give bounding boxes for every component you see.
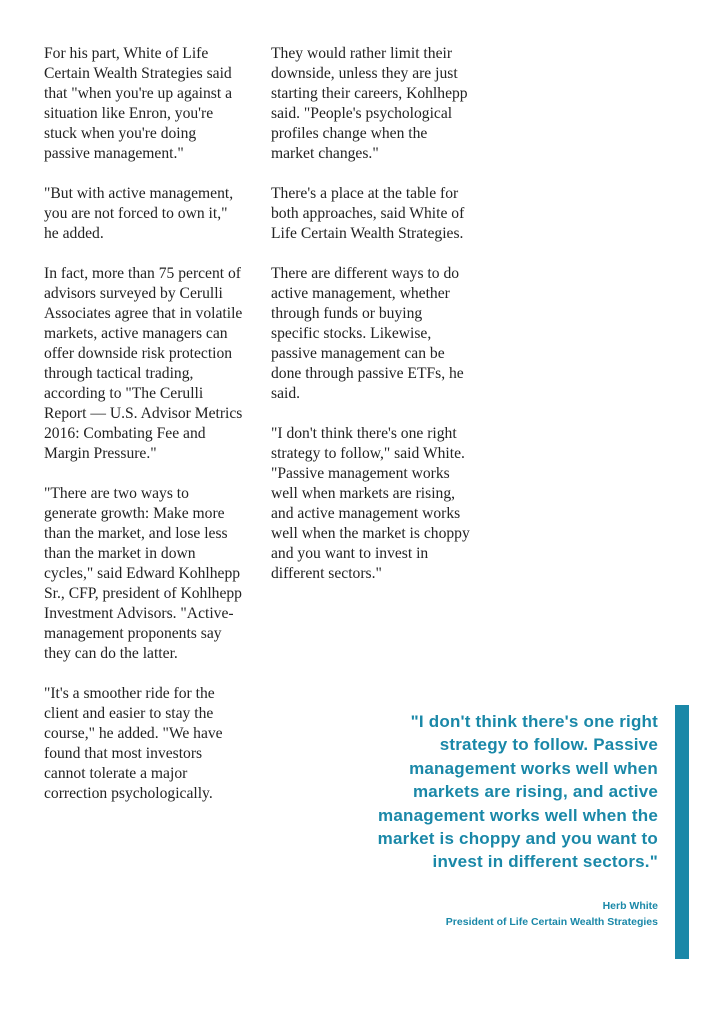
paragraph: "I don't think there's one right strategy to follow," said White. "Passive management works well when markets are rising, and active management works well when the market is choppy and you want to invest in different sectors."	[271, 425, 470, 582]
pull-quote	[360, 710, 658, 930]
article-column-left	[44, 44, 244, 824]
article-column-right	[271, 44, 471, 604]
pull-quote-attribution-title: President of Life Certain Wealth Strategies	[445, 915, 658, 928]
paragraph: "But with active management, you are not forced to own it," he added.	[44, 185, 234, 242]
paragraph: In fact, more than 75 percent of advisors surveyed by Cerulli Associates agree that in volatile markets, active managers can offer downside risk protection through tactical trading, according to "The Cerulli Report — U.S. Advisor Metrics 2016: Combating Fee and Margin Pressure."	[44, 265, 243, 462]
pull-quote-text: "I don't think there's one right strategy to follow. Passive management works well when markets are rising, and active management works well when the market is choppy and you want to invest in different sectors."	[377, 712, 658, 872]
paragraph: "There are two ways to generate growth: Make more than the market, and lose less than the market in down cycles," said Edward Kohlhepp Sr., CFP, president of Kohlhepp Investment Advisors. "Active-management proponents say they can do the latter.	[44, 485, 242, 662]
paragraph: For his part, White of Life Certain Wealth Strategies said that "when you're up against a situation like Enron, you're stuck when you're doing passive management."	[44, 45, 233, 162]
paragraph: There are different ways to do active management, whether through funds or buying specific stocks. Likewise, passive management can be done through passive ETFs, he said.	[271, 265, 464, 402]
paragraph: There's a place at the table for both approaches, said White of Life Certain Wealth Strategies.	[271, 185, 465, 242]
pull-quote-attribution-name: Herb White	[602, 899, 658, 912]
paragraph: They would rather limit their downside, unless they are just starting their careers, Kohlhepp said. "People's psychological profiles change when the market changes."	[271, 45, 468, 162]
paragraph: "It's a smoother ride for the client and easier to stay the course," he added. "We have found that most investors cannot tolerate a major correction psychologically.	[44, 685, 223, 802]
pull-quote-accent-bar	[675, 705, 689, 959]
